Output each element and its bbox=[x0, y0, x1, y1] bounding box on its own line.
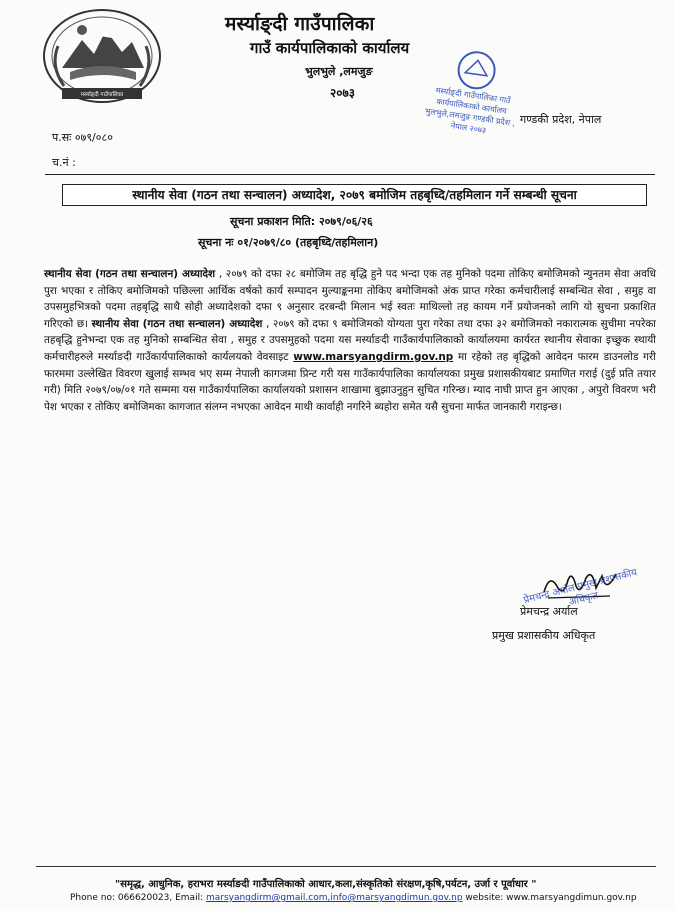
official-stamp bbox=[411, 33, 536, 159]
ordinance-name-2: स्थानीय सेवा (गठन तथा सन्चालन) अध्यादेश bbox=[91, 317, 263, 330]
logo-text: मर्स्याङ्दी गाउँपालिका bbox=[80, 92, 124, 98]
website-label: website: www.marsyangdimun.gov.np bbox=[462, 893, 637, 903]
body-part-1: , २०७९ को दफा २८ बमोजिम तह बृद्धि हुने पद भन्दा एक तह मुनिको पदमा तोकिए बमोजिमको न्युनतम सेवा अवधि पुरा भएका र तोकिए बमोजिमको पछिल्ला आर्थिक वर्षको कार्य सम्पादन मुल्याङ्कनमा तोकिए बमोजिमको अंक प्राप्त गरेका कर्मचारीलाई सम्बन्धित सेवा , समुह वा उपसमुहभित्रको पदमा तहबृद्धि साथै सोही अध्यादेशको दफा ९ अनुसार दरबन्दी मिलान भई स्वतः माथिल्लो तह कायम गर्ने प्रयोजनको लागि यो सुचना प्रकाशित गरिएको छ। bbox=[44, 268, 656, 330]
signatory-name: प्रेमचन्द्र अर्याल bbox=[520, 605, 578, 618]
reference-number: प.सः ०७९/०८० bbox=[52, 131, 113, 144]
body-part-2: , २०७९ को दफा ९ बमोजिमको योग्यता पुरा गरेका तथा दफा ३२ बमोजिमको नकारात्मक सुचीमा नपरेका तहबृद्धि हुनेभन्दा एक तह मुनिको सम्बन्धित सेवा , समुह र उपसमुहको पदमा यस मर्स्याङदी गाउँकार्यपालिकाको कार्यालयमा कार्यरत स्थानीय सेवाका इच्छुक स्थायी कर्मचारीहरुले मर्स्याङदी गाउँकार्यपालिकाको कार्यलयको वेवसाइट bbox=[44, 317, 656, 363]
dispatch-number: च.नं : bbox=[52, 156, 76, 169]
notice-body bbox=[44, 266, 656, 415]
footer-divider bbox=[36, 866, 656, 867]
footer-motto: "समृद्ध, आधुनिक, हराभरा मर्स्याङदी गाउँपालिकाको आधार,कला,संस्कृतिको संरक्षण,कृषि,पर्यटन, उर्जा र पूर्वाधार " bbox=[115, 879, 537, 890]
body-part-3: मा रहेको तह बृद्धिको आवेदन फारम डाउनलोड गरी फारममा उल्लेखित विवरण खुलाई सम्भव भए सम्म नेपाली कागजमा प्रिन्ट गरी यस गाउँकार्यपालिका कार्यालयका प्रमुख प्रशासकीयबाट प्रमाणित गराई (दुई प्रति तयार गरी) मिति २०७९/०७/०१ गते सम्ममा यस गाउँकार्यपालिका कार्यालयको प्रशासन शाखामा बुझाउनुहुन सुचित गरिन्छ। म्याद नाघी प्राप्त हुन आएका , अपुरो विवरण भरी पेश भएका र तोकिए बमोजिमका कागजात संलग्न नभएका आवेदन माथी कार्वाही नगरिने ब्यहोरा समेत यसै सुचना मार्फत जानकारी गराइन्छ। bbox=[44, 350, 656, 413]
header-divider bbox=[45, 174, 655, 175]
publish-date: सूचना प्रकाशन मिति: २०७९/०६/२६ bbox=[230, 215, 373, 228]
signatory-title: प्रमुख प्रशासकीय अधिकृत bbox=[492, 629, 596, 642]
office-year: २०७३ bbox=[330, 86, 355, 100]
footer-contact bbox=[70, 893, 637, 903]
phone-label: Phone no: 066620023, Email: bbox=[70, 893, 206, 903]
email-link[interactable]: marsyangdirm@gmail.com,info@marsyangdimun.gov.np bbox=[205, 893, 463, 903]
province-label: गण्डकी प्रदेश, नेपाल bbox=[520, 113, 602, 126]
website-link[interactable]: www.marsyangdirm.gov.np bbox=[293, 350, 454, 363]
office-location: भुलभुले ,लमजुङ bbox=[305, 65, 373, 78]
ordinance-name-1: स्थानीय सेवा (गठन तथा सन्चालन) अध्यादेश bbox=[44, 268, 216, 280]
office-title: मर्स्याङ्दी गाउँपालिका bbox=[225, 13, 375, 35]
stamp-text: मर्स्याङ्दी गाउँपालिका गाउँ कार्यपालिकाको कार्यालय भुलभुले,लमजुङ गण्डकी प्रदेश , नेपाल २०७३ bbox=[424, 85, 516, 136]
municipality-logo bbox=[40, 6, 164, 106]
signature-stamp: प्रेमचन्द्र अर्याल प्रमुख प्रशासकीय अधिकृत bbox=[522, 567, 639, 609]
notice-heading: स्थानीय सेवा (गठन तथा सन्चालन) अध्यादेश, २०७९ बमोजिम तहबृध्दि/तहमिलान गर्ने सम्बन्धी सूचना bbox=[62, 184, 647, 206]
notice-number: सूचना नः ०१/२०७९/८० (तहबृध्दि/तहमिलान) bbox=[198, 236, 379, 249]
office-subtitle: गाउँ कार्यपालिकाको कार्यालय bbox=[250, 39, 410, 57]
